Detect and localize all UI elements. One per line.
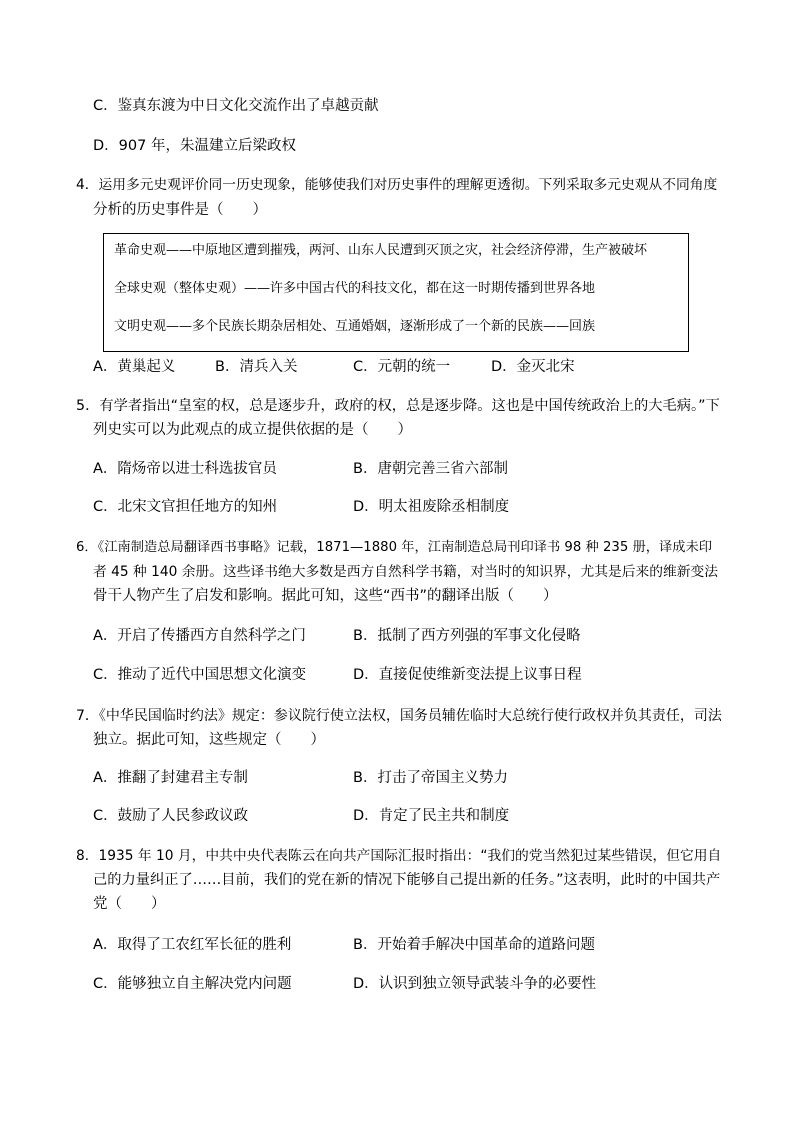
q3-option-d: D．907 年，朱温建立后梁政权 bbox=[93, 138, 296, 154]
q8-option-d: D．认识到独立领导武装斗争的必要性 bbox=[353, 976, 597, 992]
q6-option-d: D．直接促使维新变法提上议事日程 bbox=[353, 667, 582, 683]
q6-option-a: A．开启了传播西方自然科学之门 bbox=[93, 628, 306, 644]
q4-stem-line-2: 分析的历史事件是（ ） bbox=[93, 202, 267, 218]
q8-stem-line-3: 党（ ） bbox=[93, 896, 166, 912]
q8-option-c: C．能够独立自主解决党内问题 bbox=[93, 976, 292, 992]
q5-option-c: C．北宋文官担任地方的知州 bbox=[93, 499, 278, 515]
q8-stem-line-1: 8．1935 年 10 月，中共中央代表陈云在向共产国际汇报时指出：“我们的党当然犯过某些错误，但它用自 bbox=[76, 848, 722, 864]
q8-option-b: B．开始着手解决中国革命的道路问题 bbox=[353, 937, 595, 953]
q5-stem-line-2: 列史实可以为此观点的成立提供依据的是（ ） bbox=[93, 422, 412, 438]
q5-option-b: B．唐朝完善三省六部制 bbox=[353, 461, 508, 477]
q4-material-line-3: 文明史观——多个民族长期杂居相处、互通婚姻，逐渐形成了一个新的民族——回族 bbox=[114, 319, 596, 334]
q6-option-b: B．抵制了西方列强的军事文化侵略 bbox=[353, 628, 581, 644]
q7-option-d: D．肯定了民主共和制度 bbox=[353, 808, 510, 824]
q5-option-d: D．明太祖废除丞相制度 bbox=[353, 499, 510, 515]
q5-option-a: A．隋炀帝以进士科选拔官员 bbox=[93, 461, 277, 477]
q4-stem-line-1: 4．运用多元史观评价同一历史现象，能够使我们对历史事件的理解更透彻。下列采取多元史观从不同角度 bbox=[76, 177, 718, 193]
q6-stem-line-3: 骨干人物产生了启发和影响。据此可知，这些“西书”的翻译出版（ ） bbox=[93, 588, 558, 604]
q7-stem-line-1: 7．《中华民国临时约法》规定：参议院行使立法权，国务员辅佐临时大总统行使行政权并负其责任，司法 bbox=[76, 708, 722, 724]
q6-stem-line-2: 者 45 种 140 余册。这些译书绝大多数是西方自然科学书籍，对当时的知识界，尤其是后来的维新变法 bbox=[93, 564, 718, 580]
q5-stem-line-1: 5．有学者指出“皇室的权，总是逐步升，政府的权，总是逐步降。这也是中国传统政治上的大毛病。”下 bbox=[76, 398, 720, 414]
q4-option-a: A．黄巢起义 bbox=[93, 359, 176, 375]
q6-stem-line-1: 6．《江南制造总局翻译西书事略》记载，1871—1880 年，江南制造总局刊印译书 98 种 235 册，译成未印 bbox=[76, 540, 712, 555]
q8-stem-line-2: 己的力量纠正了……目前，我们的党在新的情况下能够自己提出新的任务。”这表明，此时的中国共产 bbox=[93, 872, 721, 888]
q4-option-c: C．元朝的统一 bbox=[353, 359, 451, 375]
q7-stem-line-2: 独立。据此可知，这些规定（ ） bbox=[93, 732, 325, 748]
q4-material-line-2: 全球史观（整体史观）——许多中国古代的科技文化，都在这一时期传播到世界各地 bbox=[114, 281, 596, 296]
q7-option-b: B．打击了帝国主义势力 bbox=[353, 770, 508, 786]
q3-option-c: C．鉴真东渡为中日文化交流作出了卓越贡献 bbox=[93, 98, 379, 114]
q6-option-c: C．推动了近代中国思想文化演变 bbox=[93, 667, 307, 683]
q8-option-a: A．取得了工农红军长征的胜利 bbox=[93, 937, 292, 953]
q4-option-d: D．金灭北宋 bbox=[491, 359, 575, 375]
q4-material-box bbox=[103, 233, 689, 352]
q7-option-a: A．推翻了封建君主专制 bbox=[93, 770, 248, 786]
q4-option-b: B．清兵入关 bbox=[215, 359, 298, 375]
q7-option-c: C．鼓励了人民参政议政 bbox=[93, 808, 249, 824]
q4-material-line-1: 革命史观——中原地区遭到摧残，两河、山东人民遭到灭顶之灾，社会经济停滞，生产被破坏 bbox=[114, 243, 648, 258]
